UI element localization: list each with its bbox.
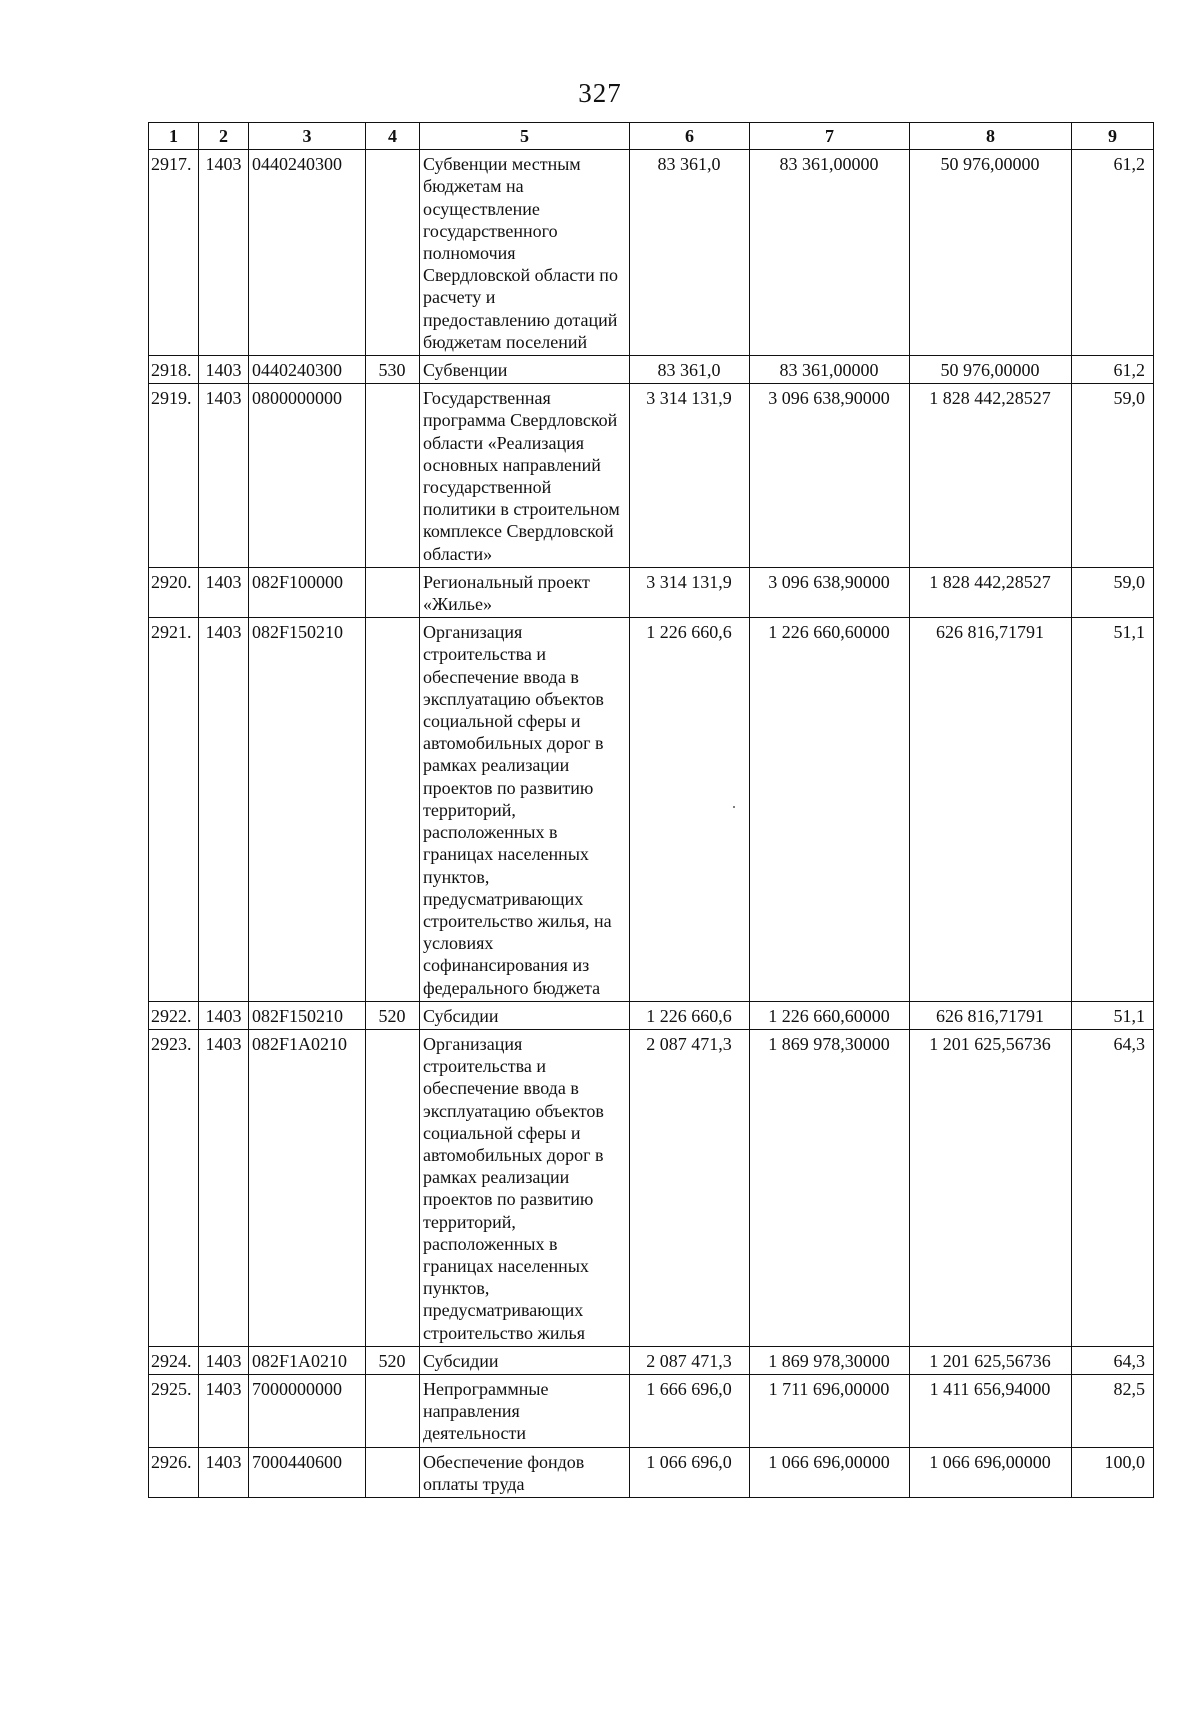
section-code: 1403 (199, 384, 249, 568)
section-code: 1403 (199, 1029, 249, 1346)
target-code: 7000000000 (249, 1374, 366, 1447)
row-number: 2921. (149, 618, 199, 1001)
item-name: Государственная программа Свердловской области «Реализация основных направлений государственной политики в строительном комплексе Свердловской области» (420, 384, 630, 568)
target-code: 0440240300 (249, 356, 366, 384)
item-name: Обеспечение фондов оплаты труда (420, 1447, 630, 1497)
section-code: 1403 (199, 1001, 249, 1029)
expense-type (366, 1374, 420, 1447)
item-name: Региональный проект «Жилье» (420, 567, 630, 617)
column-header: 6 (630, 123, 750, 150)
table-row (149, 1374, 1154, 1447)
value-col7: 1 711 696,00000 (750, 1374, 910, 1447)
item-name: Субсидии (420, 1001, 630, 1029)
percent-col9: 51,1 (1072, 1001, 1154, 1029)
target-code: 082F1A0210 (249, 1029, 366, 1346)
percent-col9: 61,2 (1072, 356, 1154, 384)
value-col7: 1 869 978,30000 (750, 1029, 910, 1346)
row-number: 2925. (149, 1374, 199, 1447)
expense-type (366, 567, 420, 617)
column-header: 8 (910, 123, 1072, 150)
row-number: 2919. (149, 384, 199, 568)
percent-col9: 100,0 (1072, 1447, 1154, 1497)
section-code: 1403 (199, 1447, 249, 1497)
row-number: 2926. (149, 1447, 199, 1497)
target-code: 0440240300 (249, 150, 366, 356)
value-col7: 83 361,00000 (750, 356, 910, 384)
row-number: 2920. (149, 567, 199, 617)
table-row (149, 567, 1154, 617)
expense-type (366, 1447, 420, 1497)
value-col8: 1 201 625,56736 (910, 1346, 1072, 1374)
row-number: 2924. (149, 1346, 199, 1374)
value-col6: 83 361,0 (630, 150, 750, 356)
target-code: 082F100000 (249, 567, 366, 617)
column-header: 9 (1072, 123, 1154, 150)
item-name: Субвенции (420, 356, 630, 384)
value-col6: 3 314 131,9 (630, 567, 750, 617)
section-code: 1403 (199, 150, 249, 356)
target-code: 0800000000 (249, 384, 366, 568)
section-code: 1403 (199, 356, 249, 384)
expense-type (366, 150, 420, 356)
value-col8: 626 816,71791 (910, 1001, 1072, 1029)
value-col8: 1 411 656,94000 (910, 1374, 1072, 1447)
expense-type: 520 (366, 1001, 420, 1029)
value-col6: 1 226 660,6 (630, 1001, 750, 1029)
percent-col9: 61,2 (1072, 150, 1154, 356)
value-col6: 2 087 471,3 (630, 1346, 750, 1374)
value-col8: 1 828 442,28527 (910, 384, 1072, 568)
section-code: 1403 (199, 1374, 249, 1447)
row-number: 2918. (149, 356, 199, 384)
target-code: 7000440600 (249, 1447, 366, 1497)
row-number: 2922. (149, 1001, 199, 1029)
value-col6: 1 666 696,0 (630, 1374, 750, 1447)
budget-table (148, 122, 1154, 1498)
table-row (149, 356, 1154, 384)
value-col6: 83 361,0 (630, 356, 750, 384)
column-header: 2 (199, 123, 249, 150)
page-number: 327 (578, 78, 622, 108)
value-col7: 1 226 660,60000 (750, 618, 910, 1001)
percent-col9: 59,0 (1072, 567, 1154, 617)
value-col7: 1 066 696,00000 (750, 1447, 910, 1497)
percent-col9: 64,3 (1072, 1029, 1154, 1346)
value-col8: 1 201 625,56736 (910, 1029, 1072, 1346)
section-code: 1403 (199, 618, 249, 1001)
value-col7: 83 361,00000 (750, 150, 910, 356)
percent-col9: 64,3 (1072, 1346, 1154, 1374)
item-name: Субсидии (420, 1346, 630, 1374)
target-code: 082F150210 (249, 618, 366, 1001)
section-code: 1403 (199, 1346, 249, 1374)
table-row (149, 1001, 1154, 1029)
row-number: 2917. (149, 150, 199, 356)
table-row (149, 384, 1154, 568)
table-row (149, 1447, 1154, 1497)
value-col8: 50 976,00000 (910, 150, 1072, 356)
item-name: Субвенции местным бюджетам на осуществление государственного полномочия Свердловской области по расчету и предоставлению дотаций бюджетам поселений (420, 150, 630, 356)
value-col6: 3 314 131,9 (630, 384, 750, 568)
target-code: 082F150210 (249, 1001, 366, 1029)
column-header: 7 (750, 123, 910, 150)
value-col6: 2 087 471,3 (630, 1029, 750, 1346)
column-header: 1 (149, 123, 199, 150)
expense-type: 530 (366, 356, 420, 384)
value-col7: 1 869 978,30000 (750, 1346, 910, 1374)
column-header: 5 (420, 123, 630, 150)
table-row (149, 618, 1154, 1001)
value-col7: 3 096 638,90000 (750, 567, 910, 617)
percent-col9: 59,0 (1072, 384, 1154, 568)
value-col8: 626 816,71791 (910, 618, 1072, 1001)
section-code: 1403 (199, 567, 249, 617)
target-code: 082F1A0210 (249, 1346, 366, 1374)
table-row (149, 150, 1154, 356)
column-header: 3 (249, 123, 366, 150)
item-name: Организация строительства и обеспечение ввода в эксплуатацию объектов социальной сферы и автомобильных дорог в рамках реализации проектов по развитию территорий, расположенных в границах населенных пунктов, предусматривающих строительство жилья, на условиях софинансирования из федерального бюджета (420, 618, 630, 1001)
table-header-row (149, 123, 1154, 150)
expense-type (366, 618, 420, 1001)
value-col6: 1 066 696,0 (630, 1447, 750, 1497)
percent-col9: 51,1 (1072, 618, 1154, 1001)
expense-type (366, 1029, 420, 1346)
value-col8: 1 828 442,28527 (910, 567, 1072, 617)
value-col8: 50 976,00000 (910, 356, 1072, 384)
item-name: Непрограммные направления деятельности (420, 1374, 630, 1447)
value-col8: 1 066 696,00000 (910, 1447, 1072, 1497)
row-number: 2923. (149, 1029, 199, 1346)
value-col6: 1 226 660,6 (630, 618, 750, 1001)
value-col7: 1 226 660,60000 (750, 1001, 910, 1029)
table-row (149, 1346, 1154, 1374)
expense-type: 520 (366, 1346, 420, 1374)
scan-speck (733, 806, 735, 808)
column-header: 4 (366, 123, 420, 150)
value-col7: 3 096 638,90000 (750, 384, 910, 568)
item-name: Организация строительства и обеспечение ввода в эксплуатацию объектов социальной сферы и автомобильных дорог в рамках реализации проектов по развитию территорий, расположенных в границах населенных пунктов, предусматривающих строительство жилья (420, 1029, 630, 1346)
percent-col9: 82,5 (1072, 1374, 1154, 1447)
expense-type (366, 384, 420, 568)
table-row (149, 1029, 1154, 1346)
